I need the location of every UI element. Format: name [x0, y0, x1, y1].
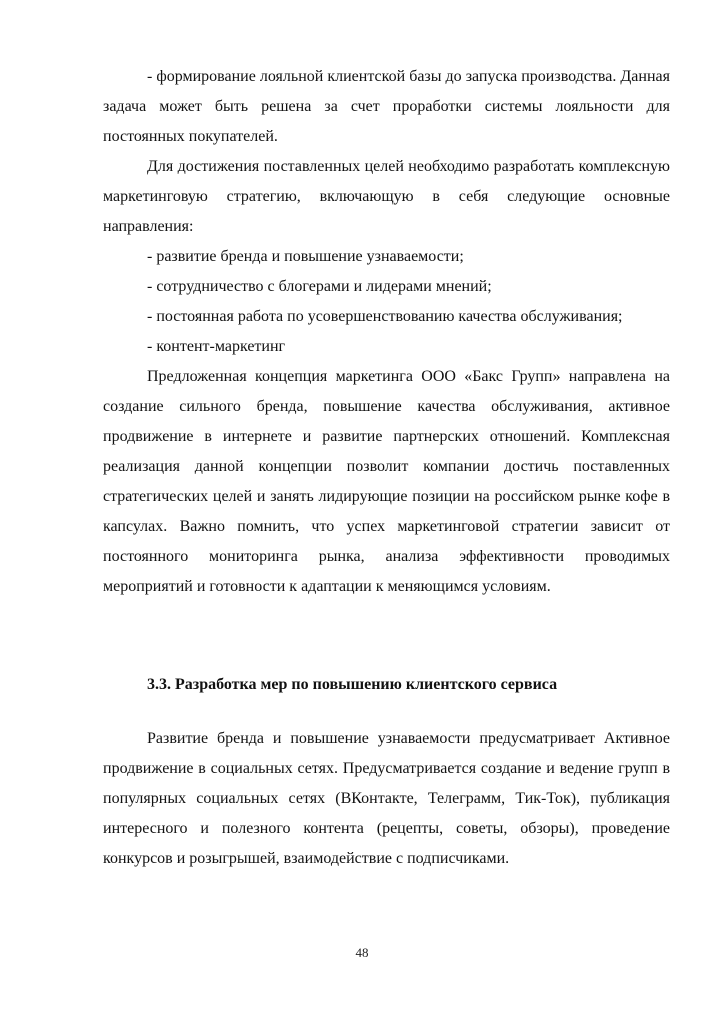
paragraph-strategy-intro: Для достижения поставленных целей необходимо разработать комплексную маркетинговую стратегию, включающую в себя следующие основные направления: — [103, 158, 670, 235]
page-number: 48 — [355, 945, 369, 960]
bullet-item-content-marketing: - контент-маркетинг — [147, 338, 286, 355]
paragraph-brand-development: Развитие бренда и повышение узнаваемости предусматривает Активное продвижение в социальных сетях. Предусматривается создание и ведение групп в популярных социальных сетях (ВКонтакте, Телеграмм, Тик-Ток), публикация интересного и полезного контента (рецепты, советы, обзоры), проведение конкурсов и розыгрышей, взаимодействие с подписчиками. — [103, 730, 670, 867]
bullet-item-bloggers: - сотрудничество с блогерами и лидерами мнений; — [147, 278, 492, 295]
paragraph-loyal-base: - формирование лояльной клиентской базы до запуска производства. Данная задача может быть решена за счет проработки системы лояльности для постоянных покупателей. — [103, 68, 670, 145]
section-heading: 3.3. Разработка мер по повышению клиентского сервиса — [147, 676, 558, 693]
bullet-item-service-quality: - постоянная работа по усовершенствованию качества обслуживания; — [147, 308, 623, 325]
bullet-item-brand: - развитие бренда и повышение узнаваемости; — [147, 248, 464, 265]
document-page — [103, 62, 670, 874]
paragraph-marketing-concept: Предложенная концепция маркетинга ООО «Бакс Групп» направлена на создание сильного бренда, повышение качества обслуживания, активное продвижение в интернете и развитие партнерских отношений. Комплексная реализация данной концепции позволит компании достичь поставленных стратегических целей и занять лидирующие позиции на российском рынке кофе в капсулах. Важно помнить, что успех маркетинговой стратегии зависит от постоянного мониторинга рынка, анализа эффективности проводимых мероприятий и готовности к адаптации к меняющимся условиям. — [103, 368, 670, 595]
heading-spacer — [103, 700, 670, 724]
